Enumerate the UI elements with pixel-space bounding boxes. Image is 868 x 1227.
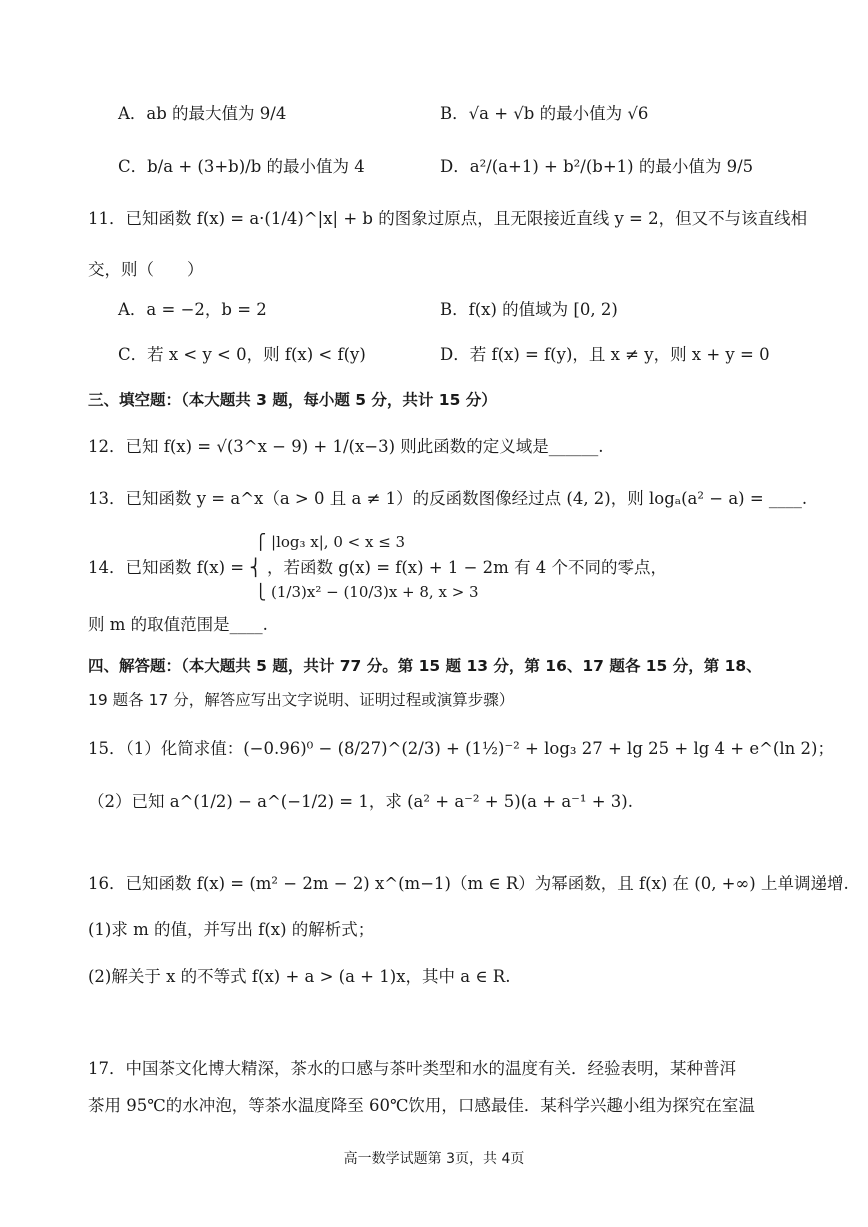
q10-option-b: B．√a + √b 的最小值为 √6 — [440, 104, 649, 123]
q15-part2: （2）已知 a^(1/2) − a^(−1/2) = 1，求 (a² + a⁻² + 5)(a + a⁻¹ + 3). — [88, 792, 633, 811]
q11-option-b: B．f(x) 的值域为 [0, 2) — [440, 300, 618, 319]
q14-stem-line2: 则 m 的取值范围是____. — [88, 615, 268, 634]
q13: 13．已知函数 y = a^x（a > 0 且 a ≠ 1）的反函数图像经过点 (4, 2)，则 logₐ(a² − a) = ____. — [88, 489, 808, 508]
section-4-heading-line1: 四、解答题：（本大题共 5 题，共计 77 分。第 15 题 13 分，第 16、17 题各 15 分，第 18、 — [88, 657, 762, 675]
q10-option-c: C．b/a + (3+b)/b 的最小值为 4 — [118, 157, 365, 176]
q16-part1: (1)求 m 的值，并写出 f(x) 的解析式； — [88, 920, 375, 939]
section-4-heading-line2: 19 题各 17 分，解答应写出文字说明、证明过程或演算步骤） — [88, 691, 515, 709]
q11-stem-line1: 11．已知函数 f(x) = a·(1/4)^|x| + b 的图象过原点，且无限接近直线 y = 2，但又不与该直线相 — [88, 209, 808, 228]
q14-case-1: ⎧ |log₃ x|, 0 < x ≤ 3 — [255, 533, 406, 551]
q15-part1: 15．（1）化简求值：(−0.96)⁰ − (8/27)^(2/3) + (1½)⁻² + log₃ 27 + lg 25 + lg 4 + e^(ln 2)； — [88, 739, 834, 758]
q10-option-d: D．a²/(a+1) + b²/(b+1) 的最小值为 9/5 — [440, 157, 754, 176]
q17-line1: 17．中国茶文化博大精深，茶水的口感与茶叶类型和水的温度有关．经验表明，某种普洱 — [88, 1059, 736, 1078]
q11-option-c: C．若 x < y < 0，则 f(x) < f(y) — [118, 345, 366, 364]
q12: 12．已知 f(x) = √(3^x − 9) + 1/(x−3) 则此函数的定义域是______. — [88, 437, 604, 456]
q14-case-2: ⎩ (1/3)x² − (10/3)x + 8, x > 3 — [255, 583, 479, 601]
q16-part2: (2)解关于 x 的不等式 f(x) + a > (a + 1)x，其中 a ∈ R. — [88, 967, 511, 986]
q11-option-d: D．若 f(x) = f(y)，且 x ≠ y，则 x + y = 0 — [440, 345, 770, 364]
q14-stem: 14．已知函数 f(x) = ⎨ ，若函数 g(x) = f(x) + 1 − 2m 有 4 个不同的零点， — [88, 558, 668, 577]
q16-stem: 16．已知函数 f(x) = (m² − 2m − 2) x^(m−1)（m ∈ R）为幂函数，且 f(x) 在 (0, +∞) 上单调递增. — [88, 874, 849, 893]
q11-option-a: A．a = −2，b = 2 — [118, 300, 267, 319]
q11-stem-line2: 交，则（ ） — [88, 260, 204, 279]
section-3-heading: 三、填空题：（本大题共 3 题，每小题 5 分，共计 15 分） — [88, 391, 497, 409]
q10-option-a: A．ab 的最大值为 9/4 — [118, 104, 287, 123]
page-footer: 高一数学试题第 3页，共 4页 — [343, 1151, 525, 1167]
q17-line2: 茶用 95℃的水冲泡，等茶水温度降至 60℃饮用，口感最佳．某科学兴趣小组为探究在室温 — [88, 1096, 755, 1115]
